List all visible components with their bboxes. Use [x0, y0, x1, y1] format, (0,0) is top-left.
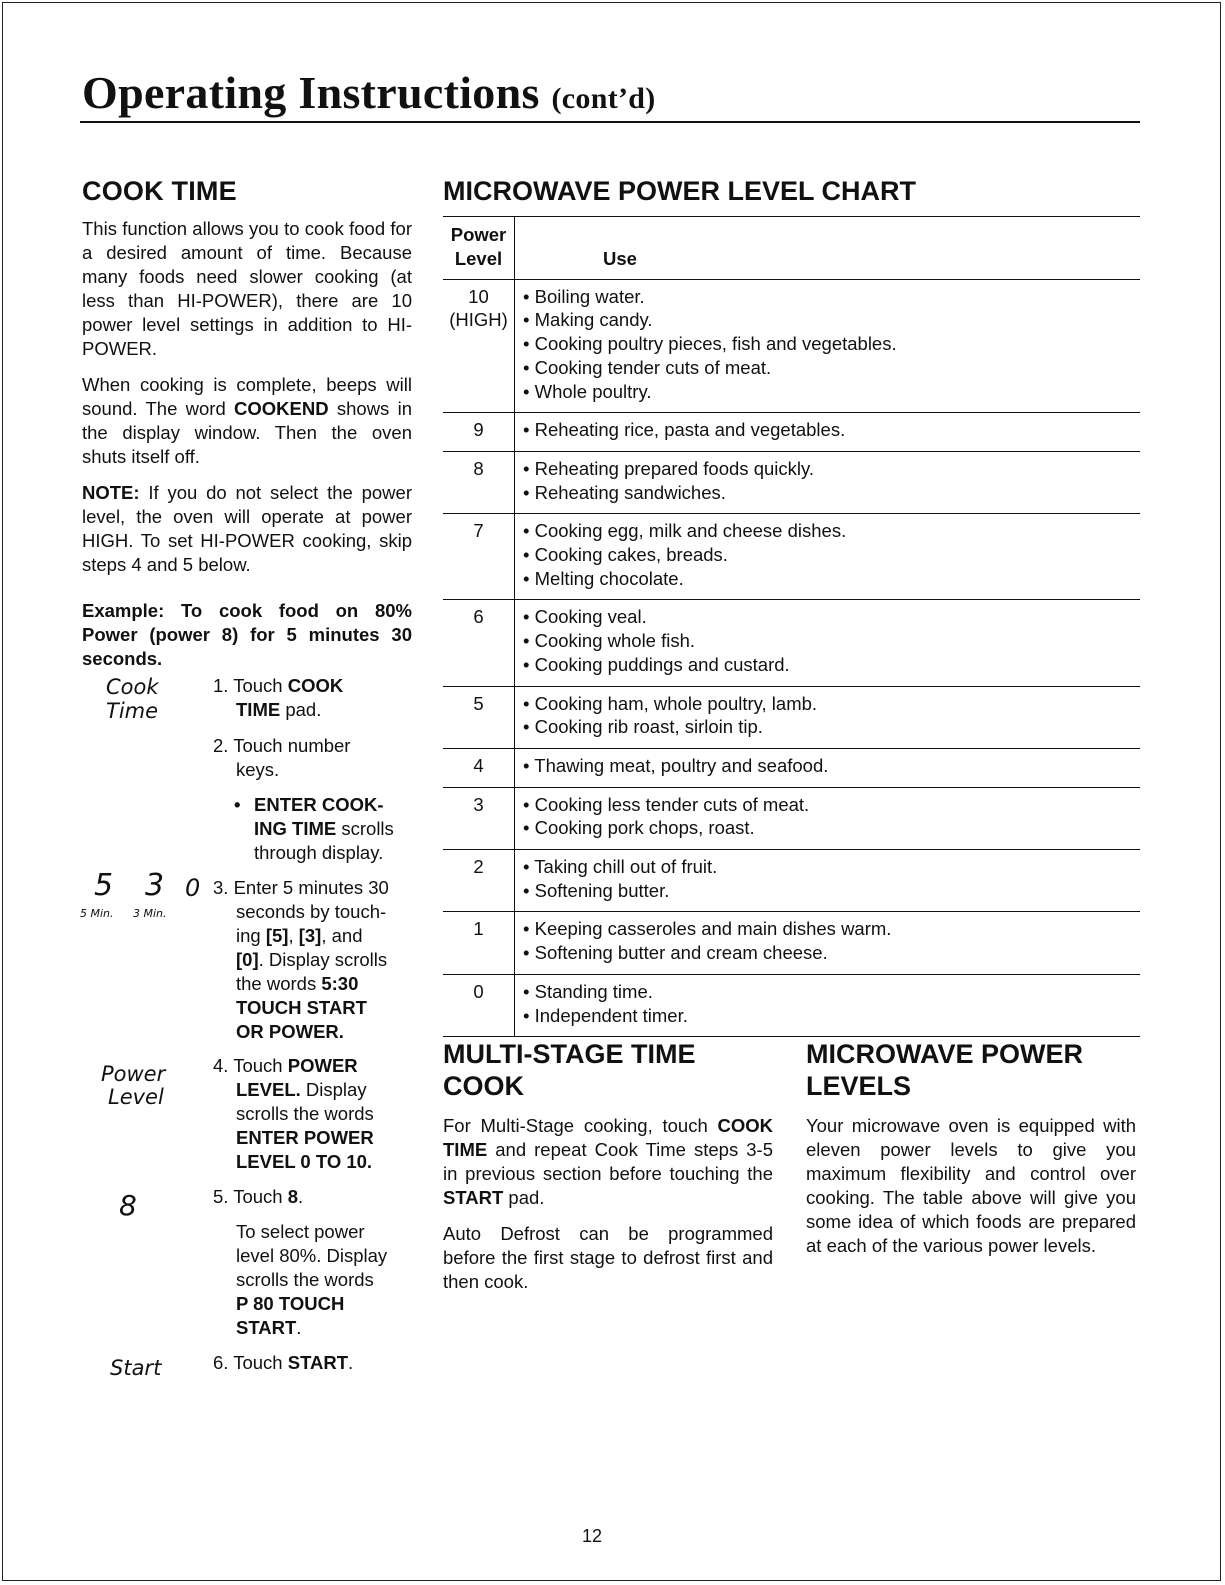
step-2-cont: keys.: [236, 759, 280, 780]
step-2-display-1: ENTER COOK-: [254, 794, 384, 815]
use-item: • Whole poultry.: [523, 380, 652, 402]
power-level-cell: 10 (HIGH): [443, 279, 515, 413]
use-cell: [515, 451, 1141, 513]
cook-time-heading: COOK TIME: [82, 176, 237, 206]
step-5: 5. Touch 8.: [213, 1186, 304, 1207]
use-item: • Cooking poultry pieces, fish and vegetables.: [523, 333, 897, 355]
step-4-l4: ENTER POWER: [236, 1127, 374, 1148]
use-item: • Cooking egg, milk and cheese dishes.: [523, 520, 847, 542]
pad-label-8: 8: [119, 1189, 137, 1222]
use-cell: [515, 850, 1141, 912]
use-cell: [515, 514, 1141, 600]
table-row: [443, 912, 1140, 974]
use-item: • Reheating sandwiches.: [523, 481, 726, 503]
power-levels-heading: MICROWAVE POWER LEVELS: [806, 1039, 1084, 1101]
step-2-bullet: •: [234, 794, 241, 815]
page-title: Operating Instructions (cont’d): [82, 67, 656, 118]
step-5-l3: level 80%. Display: [236, 1245, 388, 1266]
col-header-power-level: Power Level: [443, 217, 515, 280]
step-4: 4. Touch POWER: [213, 1055, 358, 1076]
power-level-cell: 4: [443, 748, 515, 787]
power-level-cell: 1: [443, 912, 515, 974]
cook-time-section: [82, 175, 412, 683]
table-row: [443, 748, 1140, 787]
step-2-display-3: through display.: [254, 842, 384, 863]
use-item: • Making candy.: [523, 309, 653, 331]
table-row: [443, 787, 1140, 849]
power-levels-section: [806, 1038, 1136, 1270]
use-cell: [515, 748, 1141, 787]
use-item: • Melting chocolate.: [523, 567, 684, 589]
use-item: • Cooking veal.: [523, 606, 647, 628]
use-item: • Standing time.: [523, 980, 653, 1002]
step-2: 2. Touch number: [213, 735, 351, 756]
multi-stage-para-1: For Multi-Stage cooking, touch COOK TIME and repeat Cook Time steps 3-5 in previous section before touching the START pad.: [443, 1115, 773, 1208]
use-item: • Keeping casseroles and main dishes warm.: [523, 918, 892, 940]
table-row: [443, 974, 1140, 1036]
table-row: [443, 686, 1140, 748]
use-item: • Boiling water.: [523, 285, 645, 307]
power-level-cell: 7: [443, 514, 515, 600]
step-6: 6. Touch START.: [213, 1352, 354, 1373]
use-item: • Cooking whole fish.: [523, 630, 696, 652]
pad-label-cook: Cook: [106, 675, 159, 699]
use-cell: [515, 912, 1141, 974]
power-level-cell: 5: [443, 686, 515, 748]
page-subtitle: (cont’d): [551, 82, 656, 115]
use-item: • Taking chill out of fruit.: [523, 856, 718, 878]
step-3-l2: seconds by touch-: [236, 901, 387, 922]
step-3-l3: ing [5], [3], and: [236, 925, 363, 946]
use-cell: [515, 600, 1141, 686]
step-4-l5: LEVEL 0 TO 10.: [236, 1151, 373, 1172]
step-5-l4: scrolls the words: [236, 1269, 374, 1290]
table-row: [443, 850, 1140, 912]
step-5-l2: To select power: [236, 1221, 365, 1242]
use-cell: [515, 686, 1141, 748]
step-3-l5: the words 5:30: [236, 973, 359, 994]
use-cell: [515, 974, 1141, 1036]
digit-3: 3: [145, 868, 165, 903]
col-header-use: Use: [603, 248, 637, 269]
pad-label-start: Start: [110, 1356, 162, 1380]
power-level-cell: 0: [443, 974, 515, 1036]
use-item: • Cooking cakes, breads.: [523, 544, 728, 566]
table-row: [443, 600, 1140, 686]
page-number: 12: [582, 1526, 603, 1546]
use-cell: [515, 279, 1141, 413]
chart-title: MICROWAVE POWER LEVEL CHART: [443, 176, 917, 206]
pad-label-level: Level: [108, 1085, 164, 1109]
multi-stage-para-2: Auto Defrost can be programmed before the first stage to defrost first and then cook.: [443, 1223, 773, 1292]
cook-time-note: NOTE: If you do not select the power level, the oven will operate at power HIGH. To set HI-POWER cooking, skip steps 4 and 5 below.: [82, 482, 412, 575]
use-item: • Thawing meat, poultry and seafood.: [523, 754, 829, 776]
use-item: • Cooking tender cuts of meat.: [523, 356, 772, 378]
step-3: 3. Enter 5 minutes 30: [213, 877, 389, 898]
multi-stage-section: [443, 1038, 773, 1306]
use-item: • Softening butter.: [523, 879, 670, 901]
step-1-cont: TIME pad.: [236, 699, 322, 720]
step-4-l2: LEVEL. Display: [236, 1079, 367, 1100]
step-1: 1. Touch COOK: [213, 675, 344, 696]
use-item: • Independent timer.: [523, 1004, 688, 1026]
power-level-cell: 8: [443, 451, 515, 513]
power-level-table: [443, 216, 1140, 1037]
multi-stage-heading: MULTI-STAGE TIME COOK: [443, 1039, 696, 1101]
cook-time-complete: When cooking is complete, beeps will sound. The word COOKEND shows in the display window. Then the oven shuts itself off.: [82, 374, 412, 467]
step-3-l7: OR POWER.: [236, 1021, 344, 1042]
title-rule: [80, 121, 1140, 123]
step-2-display-2: ING TIME scrolls: [254, 818, 394, 839]
pad-label-power: Power: [101, 1062, 166, 1086]
table-row: [443, 514, 1140, 600]
use-cell: [515, 413, 1141, 452]
power-level-cell: 2: [443, 850, 515, 912]
step-3-l6: TOUCH START: [236, 997, 367, 1018]
use-item: • Reheating prepared foods quickly.: [523, 457, 815, 479]
use-item: • Cooking pork chops, roast.: [523, 817, 755, 839]
power-level-cell: 3: [443, 787, 515, 849]
use-item: • Cooking less tender cuts of meat.: [523, 793, 810, 815]
table-row: [443, 451, 1140, 513]
use-item: • Cooking rib roast, sirloin tip.: [523, 716, 763, 738]
digit-0: 0: [185, 874, 201, 902]
use-item: • Cooking puddings and custard.: [523, 653, 790, 675]
power-levels-para: Your microwave oven is equipped with eleven power levels to give you maximum flexibility and control over cooking. The table above will give you some idea of which foods are prepared at each of the various power levels.: [806, 1115, 1136, 1256]
use-item: • Reheating rice, pasta and vegetables.: [523, 419, 846, 441]
step-3-l4: [0]. Display scrolls: [236, 949, 388, 970]
cook-time-intro: This function allows you to cook food for a desired amount of time. Because many foods need slower cooking (at less than HI-POWER), there are 10 power level settings in addition to HI-POWER.: [82, 218, 412, 359]
use-item: • Cooking ham, whole poultry, lamb.: [523, 692, 818, 714]
power-level-cell: 9: [443, 413, 515, 452]
table-row: [443, 413, 1140, 452]
use-cell: [515, 787, 1141, 849]
table-header-row: [443, 217, 1140, 280]
use-item: • Softening butter and cream cheese.: [523, 942, 828, 964]
step-5-l5: P 80 TOUCH: [236, 1293, 345, 1314]
cook-time-example: Example: To cook food on 80% Power (power 8) for 5 minutes 30 seconds.: [82, 600, 412, 669]
digit-5: 5: [94, 868, 114, 903]
step-4-l3: scrolls the words: [236, 1103, 374, 1124]
step-5-l6: START.: [236, 1317, 302, 1338]
digit-label-5-min: 5 Min.: [80, 907, 114, 920]
digit-label-3-min: 3 Min.: [133, 907, 167, 920]
power-level-cell: 6: [443, 600, 515, 686]
table-row: [443, 279, 1140, 413]
pad-label-time: Time: [106, 699, 159, 723]
